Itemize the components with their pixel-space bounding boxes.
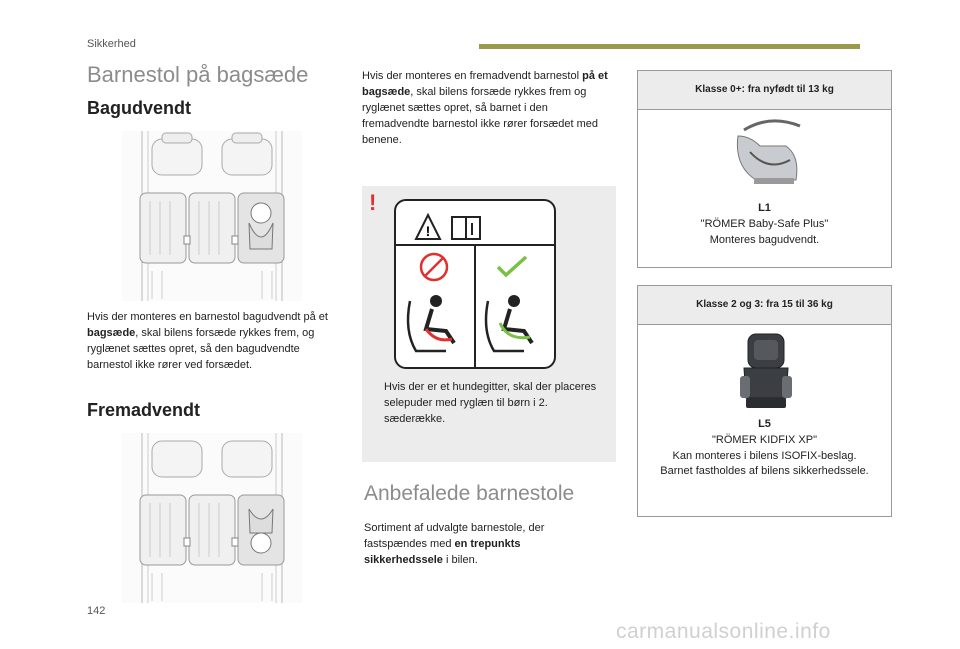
rear-facing-heading: Bagudvendt bbox=[87, 98, 192, 118]
callout-text: Hvis der er et hundegitter, skal der placeres selepuder med ryglæn til børn i 2. sæderække. bbox=[384, 381, 597, 425]
seat-code: L5 bbox=[758, 418, 771, 430]
forward-facing-heading: Fremadvendt bbox=[87, 400, 201, 420]
header-rule bbox=[479, 44, 860, 49]
seat-card-header: Klasse 0+: fra nyfødt til 13 kg bbox=[638, 71, 891, 110]
recommended-text: Sortiment af udvalgte barnestole, der fastspændes med en trepunkts sikkerhedssele i bilen. bbox=[364, 522, 545, 566]
seat-card-header: Klasse 2 og 3: fra 15 til 36 kg bbox=[638, 286, 891, 325]
checkmark-icon bbox=[498, 257, 526, 275]
svg-text:!: ! bbox=[425, 223, 431, 239]
page-title: Barnestol på bagsæde bbox=[87, 62, 309, 87]
watermark: carmanualsonline.info bbox=[616, 620, 831, 643]
seat-note: Monteres bagudvendt. bbox=[709, 234, 820, 246]
rear-facing-text: Hvis der monteres en barnestol bagudvendt på et bagsæde, skal bilens forsæde rykkes frem, og ryglænet sættes opret, så den bagudvendte barnestol ikke rører ved forsædet. bbox=[87, 311, 328, 371]
rear-facing-car-diagram bbox=[122, 131, 302, 301]
seat-note: Kan monteres i bilens ISOFIX-beslag. bbox=[672, 450, 857, 462]
seat-card-l5 bbox=[637, 285, 892, 517]
forward-facing-car-diagram bbox=[122, 433, 302, 603]
seat-card-l1 bbox=[637, 70, 892, 268]
page-number: 142 bbox=[87, 605, 106, 617]
seat-code: L1 bbox=[758, 202, 771, 214]
baby-seat-image bbox=[730, 116, 806, 188]
warning-pictogram bbox=[394, 199, 556, 369]
warning-exclamation: ! bbox=[369, 190, 377, 215]
seat-note-2: Barnet fastholdes af bilens sikkerhedssele. bbox=[660, 465, 869, 477]
recommended-heading: Anbefalede barnestole bbox=[364, 482, 575, 505]
booster-seat-image bbox=[736, 332, 796, 412]
pictogram-graphic bbox=[396, 201, 554, 367]
forward-facing-text: Hvis der monteres en fremadvendt barnestol på et bagsæde, skal bilens forsæde rykkes frem og ryglænet sættes opret, så barnet i den fremadvendte barnestol ikke rører forsædet med benene. bbox=[362, 70, 608, 146]
manual-book-icon bbox=[452, 217, 480, 239]
seat-name: "RÖMER KIDFIX XP" bbox=[712, 434, 817, 446]
seat-name: "RÖMER Baby-Safe Plus" bbox=[700, 218, 829, 230]
section-label: Sikkerhed bbox=[87, 38, 136, 50]
